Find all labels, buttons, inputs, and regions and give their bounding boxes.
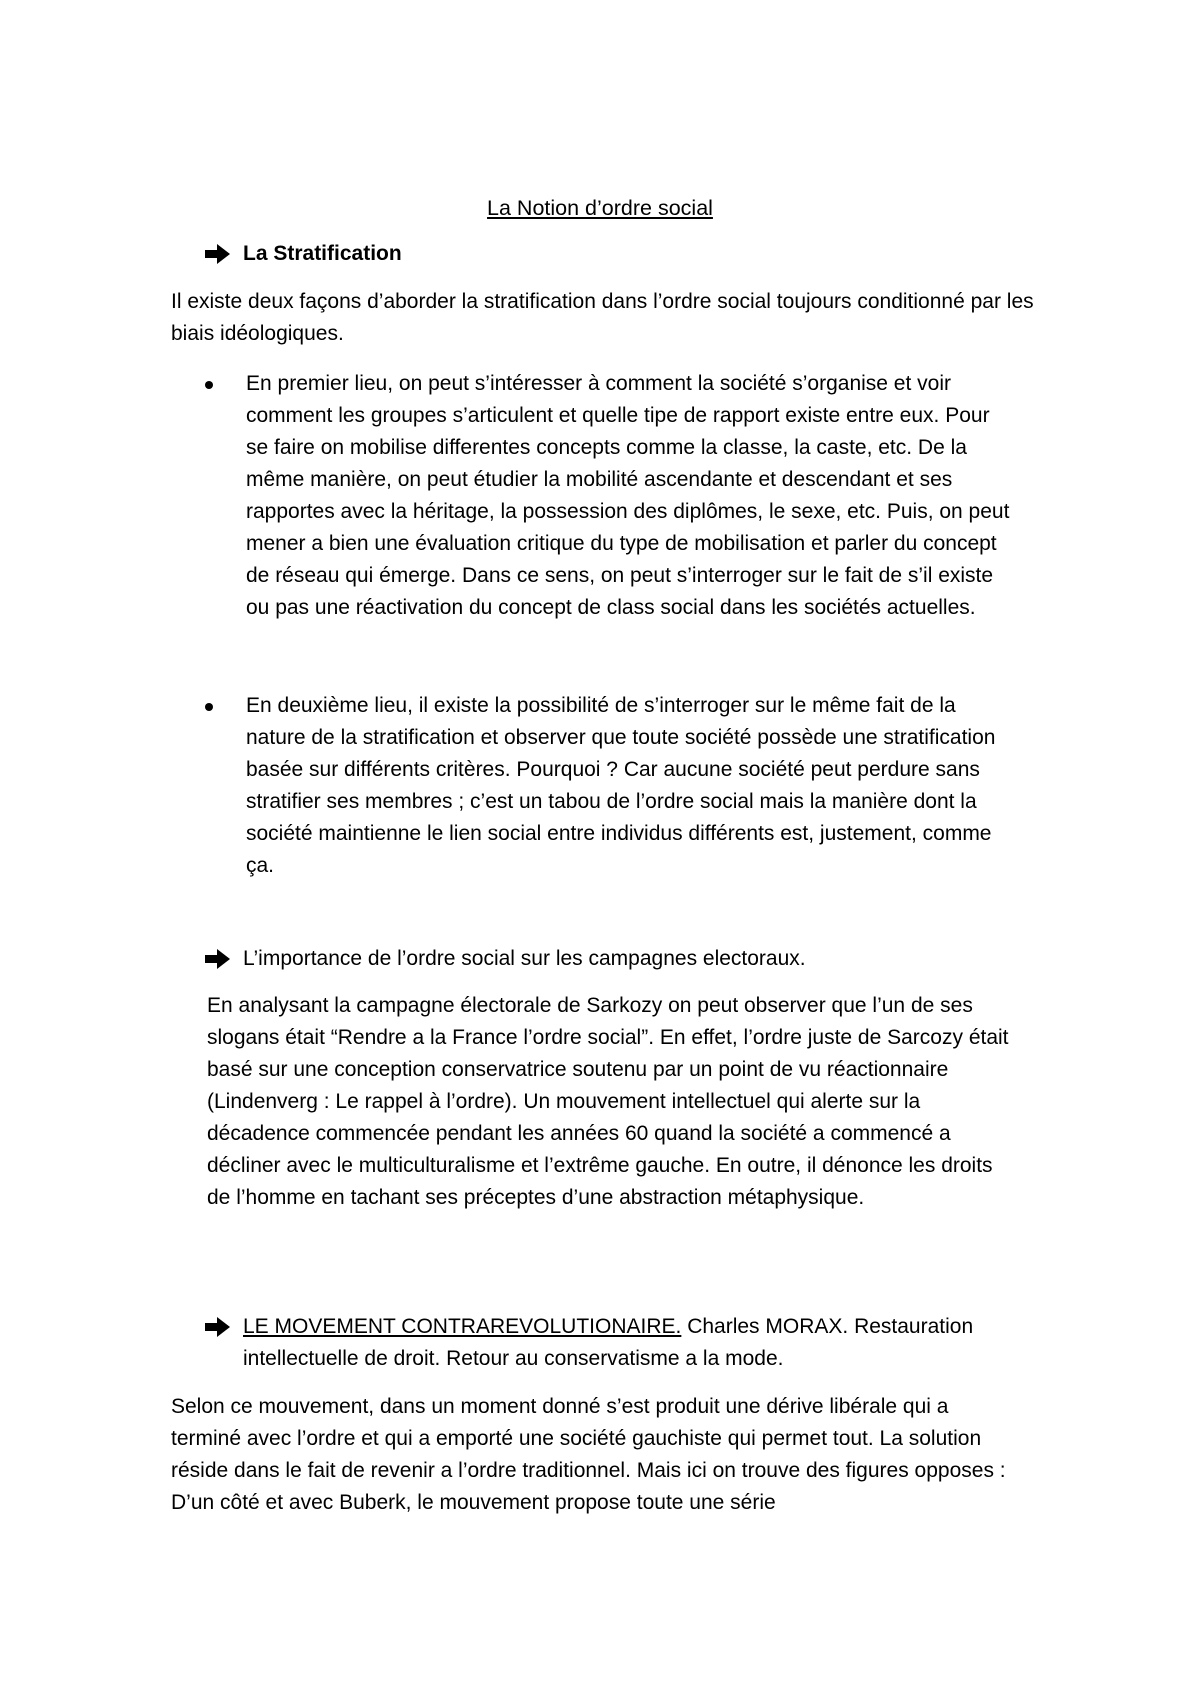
movement-details: Charles MORAX. Restauration intellectuelle de droit. Retour au conservatisme a la mode. xyxy=(243,1315,974,1370)
document-title: La Notion d’ordre social xyxy=(487,196,713,220)
arrow-right-icon xyxy=(205,1317,243,1337)
arrow-right-icon xyxy=(205,949,243,969)
movement-name: LE MOVEMENT CONTRAREVOLUTIONAIRE. xyxy=(243,1315,682,1338)
section-heading-stratification xyxy=(205,238,402,270)
section-heading-movement xyxy=(205,1311,1025,1375)
campaign-paragraph: En analysant la campagne électorale de Sarkozy on peut observer que l’un de ses slogans était “Rendre a la France l’ordre social”. En effet, l’ordre juste de Sarcozy était basé sur une conception conservatrice soutenu par un point de vu réactionnaire (Lindenverg : Le rappel à l’ordre). Un mouvement intellectuel qui alerte sur la décadence commencée pendant les années 60 quand la société a commencé a décliner avec le multiculturalisme et l’extrême gauche. En outre, il dénonce les droits de l’homme en tachant ses préceptes d’une abstraction métaphysique. xyxy=(207,994,1009,1209)
arrow-right-icon xyxy=(205,244,243,264)
section-heading-campagnes xyxy=(205,943,806,975)
section-heading-text: La Stratification xyxy=(243,242,402,265)
section-heading-text: L’importance de l’ordre social sur les campagnes electoraux. xyxy=(243,947,806,970)
intro-paragraph: Il existe deux façons d’aborder la stratification dans l’ordre social toujours conditionné par les biais idéologiques. xyxy=(171,290,1034,345)
bullet-text: En premier lieu, on peut s’intéresser à comment la société s’organise et voir comment les groupes s’articulent et quelle tipe de rapport existe entre eux. Pour se faire on mobilise differentes concepts comme la classe, la caste, etc. De la même manière, on peut étudier la mobilité ascendante et descendant et ses rapportes avec la héritage, la possession des diplômes, le sexe, etc. Puis, on peut mener a bien une évaluation critique du type de mobilisation et parler du concept de réseau qui émerge. Dans ce sens, on peut s’interroger sur le fait de s’il existe ou pas une réactivation du concept de class social dans les sociétés actuelles. xyxy=(246,372,1010,619)
bullet-text: En deuxième lieu, il existe la possibilité de s’interroger sur le même fait de la nature de la stratification et observer que toute société possède une stratification basée sur différents critères. Pourquoi ? Car aucune société peut perdure sans stratifier ses membres ; c’est un tabou de l’ordre social mais la manière dont la société maintienne le lien social entre individus différents est, justement, comme ça. xyxy=(246,694,996,877)
bullet-icon xyxy=(205,381,213,389)
section-heading-text xyxy=(243,1311,1023,1375)
bullet-icon xyxy=(205,703,213,711)
movement-paragraph: Selon ce mouvement, dans un moment donné s’est produit une dérive libérale qui a terminé avec l’ordre et qui a emporté une société gauchiste qui permet tout. La solution réside dans le fait de revenir a l’ordre traditionnel. Mais ici on trouve des figures opposes : D’un côté et avec Buberk, le mouvement propose toute une série xyxy=(171,1395,1006,1514)
